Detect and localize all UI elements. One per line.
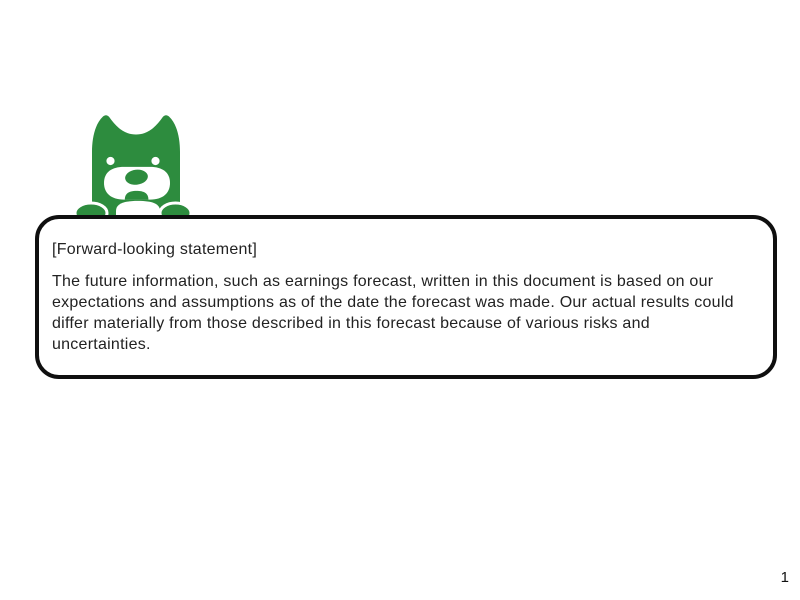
mascot-left-eye [106, 157, 114, 165]
disclaimer-box [35, 215, 777, 379]
disclaimer-heading: [Forward-looking statement] [52, 241, 258, 258]
dog-mascot-icon [74, 106, 196, 218]
mascot-right-eye [151, 157, 159, 165]
dog-mascot-group [75, 115, 191, 218]
page-number: 1 [780, 569, 789, 586]
disclaimer-body: The future information, such as earnings forecast, written in this document is based on our expectations and assumptions as of the date the forecast was made. Our actual results could differ materially from those described in this forecast because of various risks and uncertainties. [52, 273, 734, 353]
